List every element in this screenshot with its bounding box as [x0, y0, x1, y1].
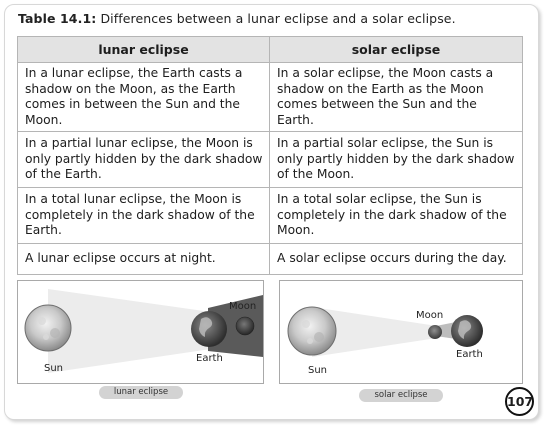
- table-row: [18, 188, 523, 244]
- table-caption: [18, 11, 456, 26]
- table-header-row: [18, 37, 523, 63]
- lunar-eclipse-caption: lunar eclipse: [99, 386, 183, 399]
- solar-eclipse-caption: solar eclipse: [359, 389, 443, 402]
- table-row: [18, 63, 523, 132]
- table-row: [18, 244, 523, 275]
- solar-cell: In a partial solar eclipse, the Sun is only partly hidden by the dark shadow of the Moon.: [270, 132, 523, 188]
- earth-icon: [191, 311, 227, 347]
- lunar-cell: A lunar eclipse occurs at night.: [18, 244, 270, 275]
- solar-cell: In a total solar eclipse, the Sun is completely in the dark shadow of the Moon.: [270, 188, 523, 244]
- earth-label: Earth: [456, 349, 483, 360]
- lunar-cell: In a partial lunar eclipse, the Moon is only partly hidden by the dark shadow of the Earth.: [18, 132, 270, 188]
- caption-text: Differences between a lunar eclipse and a solar eclipse.: [100, 11, 456, 26]
- lunar-cell: In a total lunar eclipse, the Moon is completely in the dark shadow of the Earth.: [18, 188, 270, 244]
- sun-icon: [288, 307, 336, 355]
- sunlight-rays: [48, 289, 211, 373]
- moon-label: Moon: [229, 301, 257, 312]
- lunar-cell: In a lunar eclipse, the Earth casts a shadow on the Moon, as the Earth comes in between the Sun and the Moon.: [18, 63, 270, 132]
- earth-label: Earth: [196, 353, 223, 364]
- sun-icon: [25, 305, 71, 351]
- sun-label: Sun: [44, 363, 64, 374]
- table-row: [18, 132, 523, 188]
- solar-eclipse-diagram: [279, 280, 523, 384]
- header-solar-eclipse: solar eclipse: [270, 37, 523, 63]
- solar-cell: In a solar eclipse, the Moon casts a shadow on the Earth as the Moon comes between the Sun and the Earth.: [270, 63, 523, 132]
- caption-label: Table 14.1:: [18, 11, 97, 26]
- solar-cell: A solar eclipse occurs during the day.: [270, 244, 523, 275]
- lunar-eclipse-diagram: [17, 280, 264, 384]
- moon-label: Moon: [416, 310, 444, 321]
- moon-icon: [236, 317, 254, 335]
- page-number: 107: [505, 387, 534, 416]
- eclipse-comparison-table: [17, 36, 523, 275]
- sun-label: Sun: [308, 365, 328, 376]
- moon-icon: [428, 325, 442, 339]
- header-lunar-eclipse: lunar eclipse: [18, 37, 270, 63]
- earth-icon: [451, 315, 483, 347]
